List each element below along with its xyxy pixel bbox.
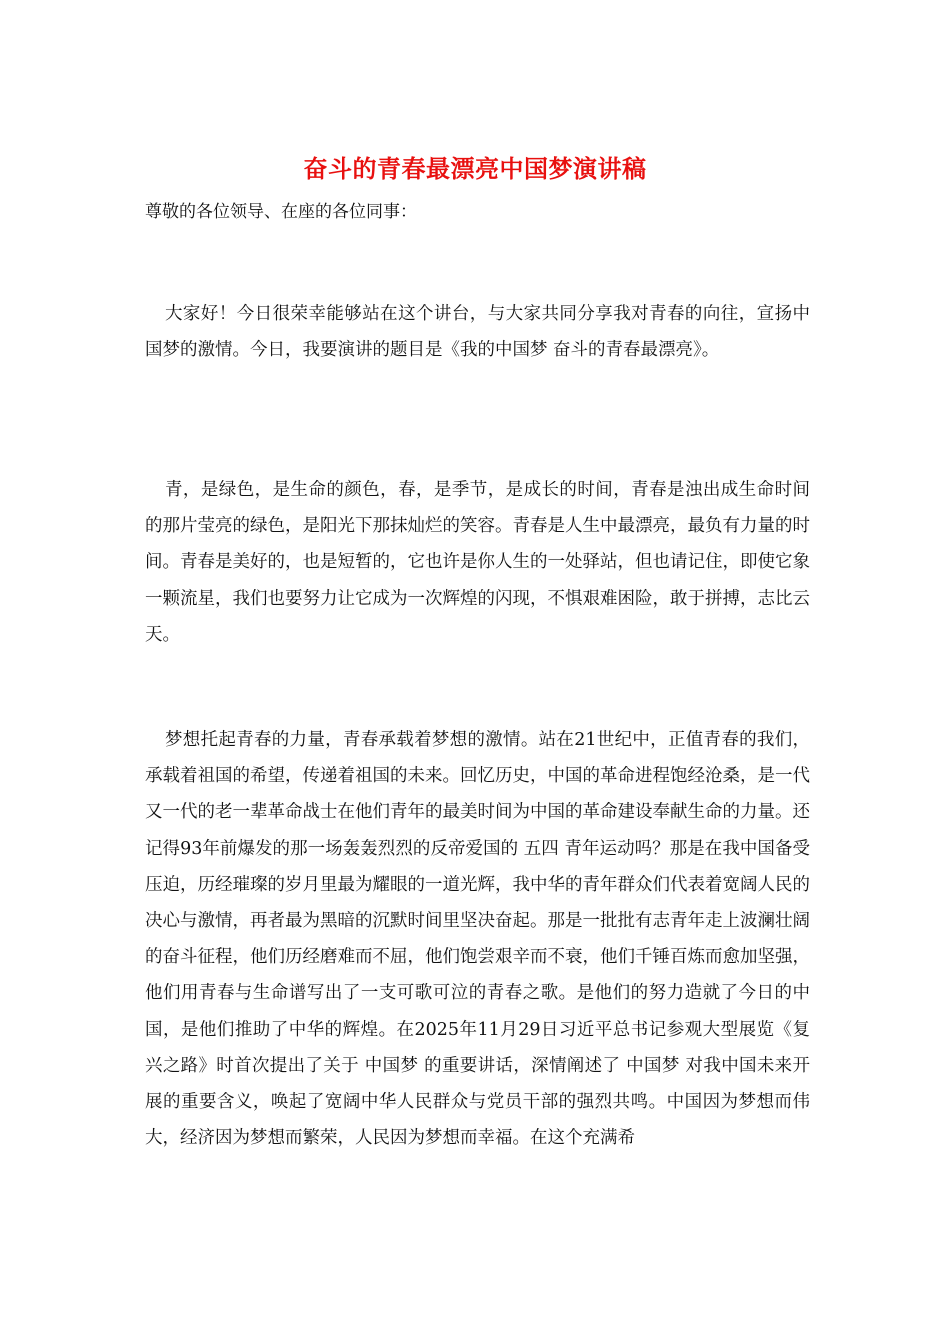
paragraph-2: 青，是绿色，是生命的颜色，春，是季节，是成长的时间，青春是浊出成生命时间的那片莹亮的绿色，是阳光下那抹灿烂的笑容。青春是人生中最漂亮，最负有力量的时间。青春是美好的，也是短暂的，它也许是你人生的一处驿站，但也请记住，即使它象一颗流星，我们也要努力让它成为一次辉煌的闪现，不惧艰难困险，敢于拼搏，志比云天。 [145, 480, 810, 645]
document-title: 奋斗的青春最漂亮中国梦演讲稿 [303, 154, 647, 183]
salutation: 尊敬的各位领导、在座的各位同事： [145, 202, 417, 222]
paragraph-1: 大家好！今日很荣幸能够站在这个讲台，与大家共同分享我对青春的向往，宣扬中国梦的激情。今日，我要演讲的题目是《我的中国梦 奋斗的青春最漂亮》。 [145, 304, 810, 361]
paragraph-3: 梦想托起青春的力量，青春承载着梦想的激情。站在21世纪中，正值青春的我们，承载着祖国的希望，传递着祖国的未来。回忆历史，中国的革命进程饱经沧桑，是一代又一代的老一辈革命战士在他们青年的最美时间为中国的革命建设奉献生命的力量。还记得93年前爆发的那一场轰轰烈烈的反帝爱国的 五四 青年运动吗？那是在我中国备受压迫，历经璀璨的岁月里最为耀眼的一道光辉，我中华的青年群众们代表着宽阔人民的决心与激情，再者最为黑暗的沉默时间里坚决奋起。那是一批批有志青年走上波澜壮阔的奋斗征程，他们历经磨难而不屈，他们饱尝艰辛而不衰，他们千锤百炼而愈加坚强，他们用青春与生命谱写出了一支可歌可泣的青春之歌。是他们的努力造就了今日的中国，是他们推助了中华的辉煌。在2025年11月29日习近平总书记参观大型展览《复兴之路》时首次提出了关于 中国梦 的重要讲话，深情阐述了 中国梦 对我中国未来开展的重要含义，唤起了宽阔中华人民群众与党员干部的强烈共鸣。中国因为梦想而伟大，经济因为梦想而繁荣，人民因为梦想而幸福。在这个充满希 [145, 730, 810, 1149]
